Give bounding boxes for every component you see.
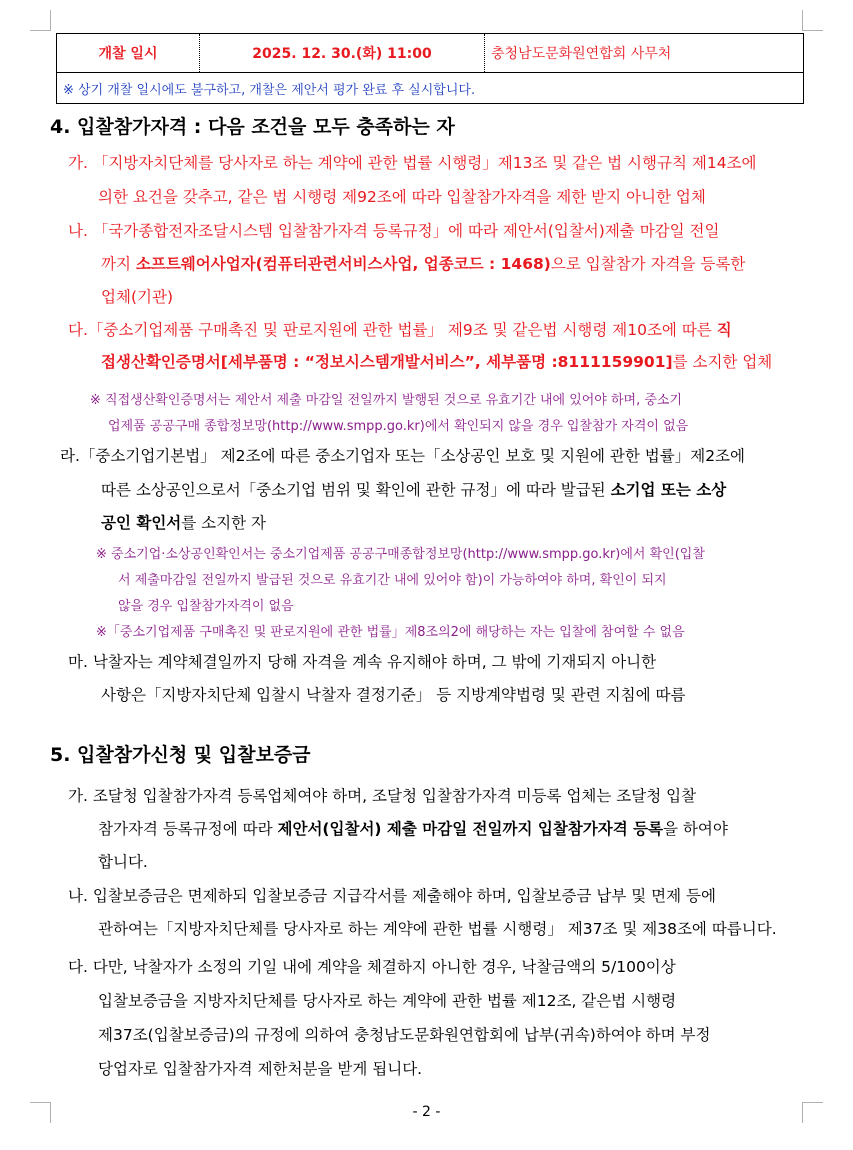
sec5-item-na-line1: 나. 입찰보증금은 면제하되 입찰보증금 지급각서를 제출해야 하며, 입찰보증금 납부 및 면제 등에 [68,887,717,905]
sec4-item-na-line2 [101,252,745,274]
sec4-item-ma-line2: 사항은「지방자치단체 입찰시 낙찰자 결정기준」 등 지방계약법령 및 관련 지침에 따름 [101,686,686,704]
opening-place-cell: 충청남도문화원연합회 사무처 [485,34,804,73]
crop-mark-top-right [802,10,823,31]
sec4-da-note-line1: ※ 직접생산확인증명서는 제안서 제출 마감일 전일까지 발행된 것으로 유효기간 내에 있어야 하며, 중소기 [90,393,683,408]
sec4-da-note-line2: 업제품 공공구매 종합정보망(http://www.smpp.go.kr)에서 확인되지 않을 경우 입찰참가 자격이 없음 [108,419,689,434]
sec4-ra-note1-line3: 않을 경우 입찰참가자격이 없음 [118,599,294,614]
sec4-item-ga-line2: 의한 요건을 갖추고, 같은 법 시행령 제92조에 따라 입찰참가자격을 제한 받지 아니한 업체 [98,188,706,206]
ra-text-b: 를 소지한 자 [181,514,266,532]
sec4-item-da-line1 [68,318,732,340]
sec4-ra-note2: ※「중소기업제품 구매촉진 및 판로지원에 관한 법률」제8조의2에 해당하는 자는 입찰에 참여할 수 없음 [96,625,685,640]
sec4-item-ra-line2 [101,478,726,500]
na-text-a: 까지 [101,255,136,273]
sec5-item-ga-line2 [98,817,728,839]
sec5-ga-text-a: 참가자격 등록규정에 따라 [98,820,278,838]
sec4-ra-note1-line1: ※ 중소기업·소상공인확인서는 중소기업제품 공공구매종합정보망(http://www.smpp.go.kr)에서 확인(입찰 [96,547,705,562]
da-text-bold-b: [세부품명 : “정보시스템개발서비스”, 세부품명 :8111159901] [220,353,673,371]
sec5-item-ga-line3: 합니다. [98,853,148,871]
sec4-item-ra-line1: 라.「중소기업기본법」 제2조에 따른 중소기업자 또는「소상공인 보호 및 지원에 관한 법률」제2조에 [60,447,745,465]
opening-date-cell: 2025. 12. 30.(화) 11:00 [200,34,485,73]
sec4-item-na-line3: 업체(기관) [101,288,173,306]
sec4-ra-note1-line2: 서 제출마감일 전일까지 발급된 것으로 유효기간 내에 있어야 함)이 가능하여야 하며, 확인이 되지 [118,573,667,588]
sec5-ga-text-c: 을 하여야 [663,820,728,838]
ra-text-a: 따른 소상공인으로서「중소기업 범위 및 확인에 관한 규정」에 따라 발급된 [101,481,611,499]
sec4-item-ma-line1: 마. 낙찰자는 계약체결일까지 당해 자격을 계속 유지해야 하며, 그 밖에 기재되지 아니한 [68,653,657,671]
sec4-item-ga-line1: 가. 「지방자치단체를 당사자로 하는 계약에 관한 법률 시행령」제13조 및 같은 법 시행규칙 제14조에 [68,154,757,172]
opening-label-cell: 개찰 일시 [57,34,200,73]
sec5-item-na-line2: 관하여는「지방자치단체를 당사자로 하는 계약에 관한 법률 시행령」 제37조 및 제38조에 따릅니다. [98,920,777,938]
na-text-c: 으로 입찰참가 자격을 등록한 [550,255,746,273]
da-text-bold-start: 직 [716,321,732,339]
sec4-item-na-line1: 나. 「국가종합전자조달시스템 입찰참가자격 등록규정」에 따라 제안서(입찰서)제출 마감일 전일 [68,222,720,240]
sec5-item-da-line2: 입찰보증금을 지방자치단체를 당사자로 하는 계약에 관한 법률 제12조, 같은법 시행령 [98,992,677,1010]
ra-text-bold: 소기업 또는 소상 [610,481,727,499]
section-4-title: 4. 입찰참가자격 : 다음 조건을 모두 충족하는 자 [50,116,455,138]
da-text-c: 를 소지한 업체 [672,353,773,371]
opening-note-cell: ※ 상기 개찰 일시에도 불구하고, 개찰은 제안서 평가 완료 후 실시합니다. [57,73,804,104]
ra-text-bold-2: 공인 확인서 [101,514,182,532]
sec5-item-ga-line1: 가. 조달청 입찰참가자격 등록업체여야 하며, 조달청 입찰참가자격 미등록 업체는 조달청 입찰 [68,787,697,805]
crop-mark-top-left [30,10,51,31]
section-5-title: 5. 입찰참가신청 및 입찰보증금 [50,744,311,766]
sec5-item-da-line4: 당업자로 입찰참가자격 제한처분을 받게 됩니다. [98,1060,423,1078]
page-number: - 2 - [412,1104,441,1120]
sec5-item-da-line3: 제37조(입찰보증금)의 규정에 의하여 충청남도문화원연합회에 납부(귀속)하여야 하며 부정 [98,1026,711,1044]
sec4-item-da-line2 [101,350,772,372]
da-text-a: 다.「중소기업제품 구매촉진 및 판로지원에 관한 법률」 제9조 및 같은법 시행령 제10조에 따른 [68,321,717,339]
sec4-item-ra-line3 [101,511,266,533]
sec5-item-da-line1: 다. 다만, 낙찰자가 소정의 기일 내에 계약을 체결하지 아니한 경우, 낙찰금액의 5/100이상 [68,958,676,976]
na-text-bold: 소프트웨어사업자(컴퓨터관련서비스사업, 업종코드 : 1468) [135,255,551,273]
bid-opening-table [56,33,804,104]
sec5-ga-text-bold: 제안서(입찰서) 제출 마감일 전일까지 입찰참가자격 등록 [277,820,664,838]
da-text-bold-a: 접생산확인증명서 [101,353,221,371]
